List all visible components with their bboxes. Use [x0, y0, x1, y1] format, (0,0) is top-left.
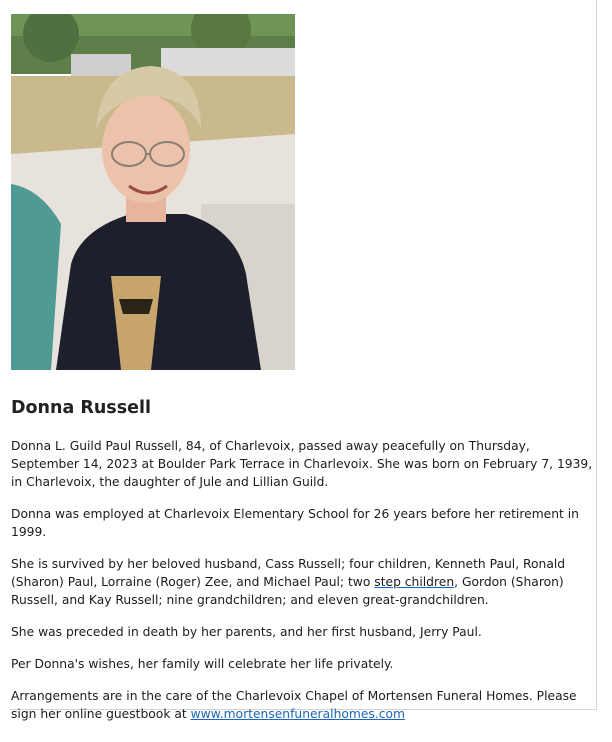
- obituary-paragraph-wishes: Per Donna's wishes, her family will celebrate her life privately.: [11, 657, 394, 671]
- obituary-text: [11, 437, 597, 737]
- step-children-link[interactable]: step children: [374, 575, 455, 589]
- arrangements-text: Arrangements are in the care of the Charlevoix Chapel of Mortensen Funeral Homes. Please sign her online guestbook at: [11, 689, 577, 721]
- deceased-name: Donna Russell: [11, 398, 151, 418]
- obituary-paragraph-survivors: [11, 555, 597, 609]
- obituary-paragraph-preceded: She was preceded in death by her parents, and her first husband, Jerry Paul.: [11, 625, 482, 639]
- survivors-text-end: , Gordon (Sharon) Russell, and Kay Russell; nine grandchildren; and eleven great-grandchildren.: [11, 575, 564, 607]
- survivors-text-start: She is survived by her beloved husband, Cass Russell; four children, Kenneth Paul, Ronald (Sharon) Paul, Lorraine (Roger) Zee, and Michael Paul; two: [11, 557, 566, 589]
- obituary-paragraph-intro: Donna L. Guild Paul Russell, 84, of Charlevoix, passed away peacefully on Thursday, September 14, 2023 at Boulder Park Terrace in Charlevoix. She was born on February 7, 1939, in Charlevoix, the daughter of Jule and Lillian Guild.: [11, 439, 593, 489]
- obituary-paragraph-arrangements: [11, 687, 597, 723]
- obituary-paragraph-employment: Donna was employed at Charlevoix Elementary School for 26 years before her retirement in 1999.: [11, 507, 579, 539]
- guestbook-link[interactable]: www.mortensenfuneralhomes.com: [190, 707, 406, 721]
- portrait-photo: [11, 14, 295, 370]
